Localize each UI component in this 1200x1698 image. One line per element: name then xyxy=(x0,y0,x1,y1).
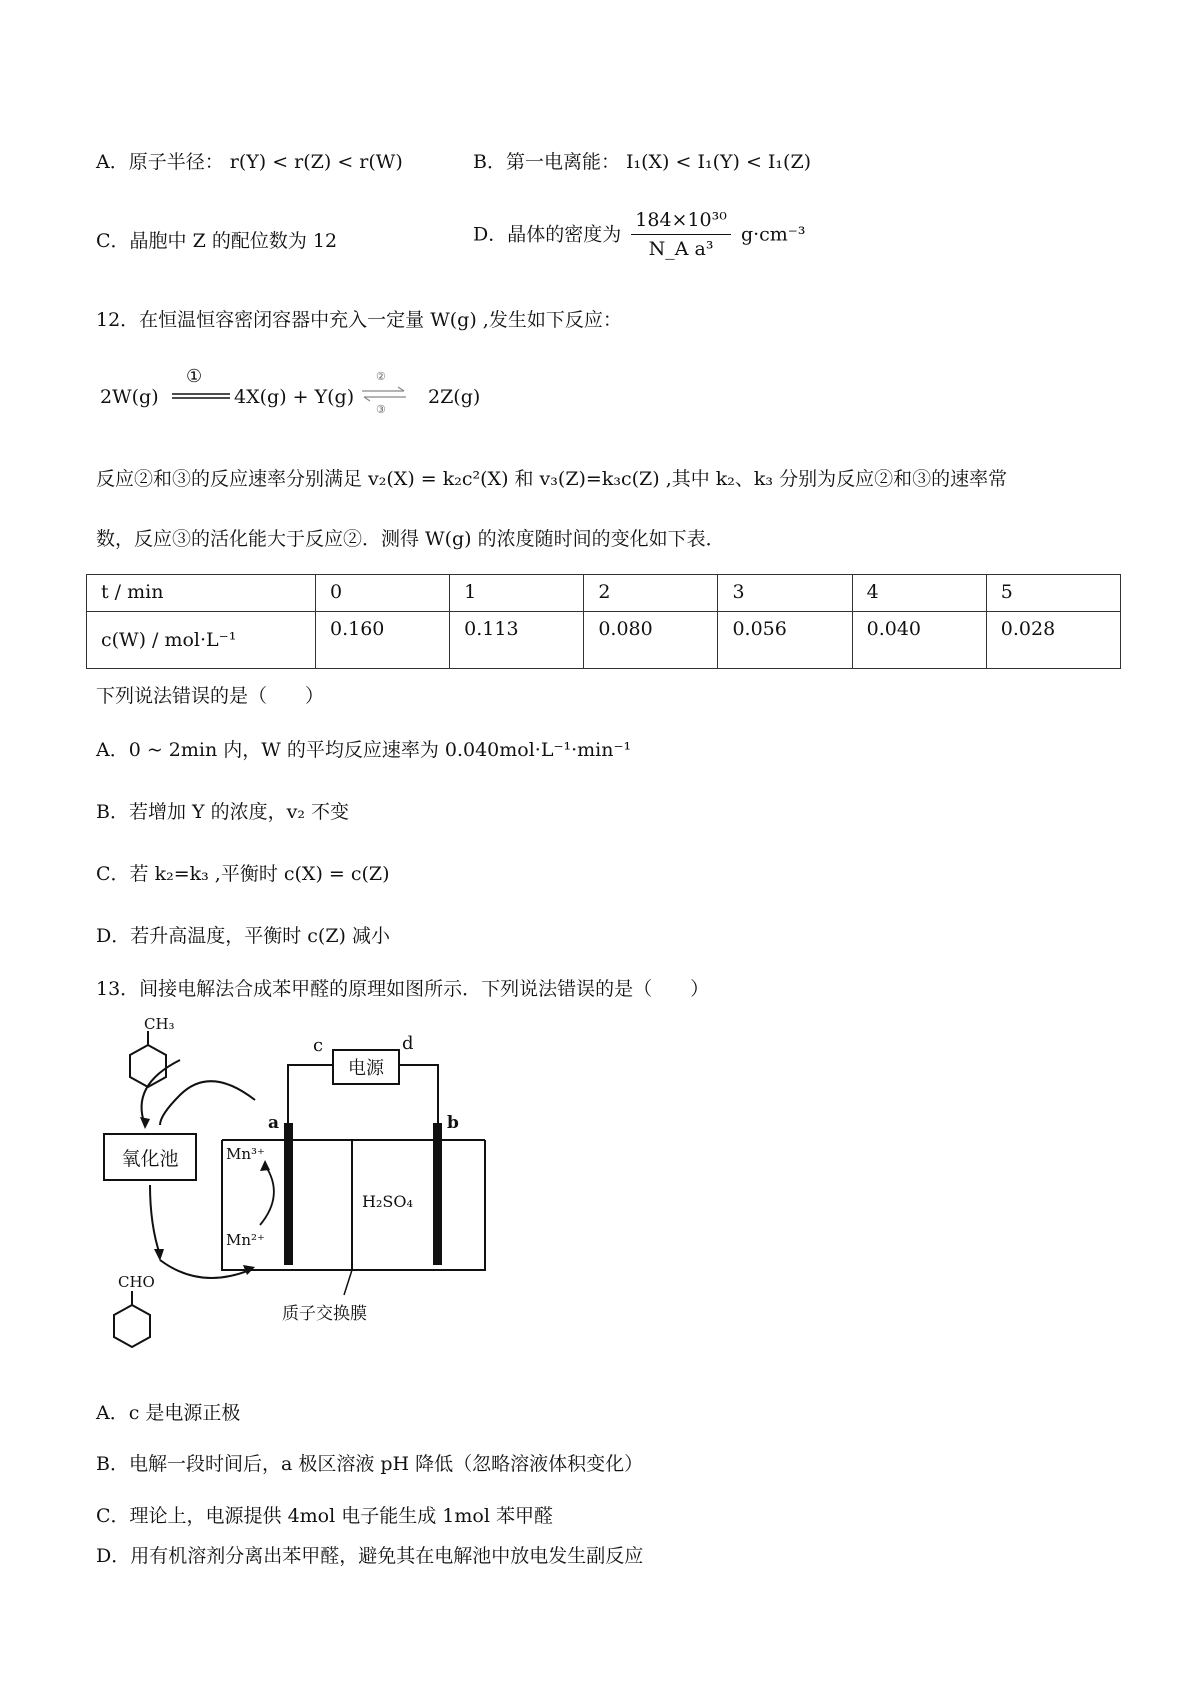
oxidation-pool-box xyxy=(103,1133,197,1181)
q12-desc-line2: 数，反应③的活化能大于反应②．测得 W(g) 的浓度随时间的变化如下表． xyxy=(96,528,725,550)
h2so4-label: H₂SO₄ xyxy=(362,1192,413,1211)
q12-option-a: A．0 ~ 2min 内，W 的平均反应速率为 0.040mol·L⁻¹·min⁻¹ xyxy=(96,739,632,761)
q13-option-c: C．理论上，电源提供 4mol 电子能生成 1mol 苯甲醛 xyxy=(96,1505,553,1527)
table-header-row: t / min 0 1 2 3 4 5 xyxy=(87,575,1121,612)
q12-option-c: C．若 k₂=k₃ ,平衡时 c(X) = c(Z) xyxy=(96,863,390,885)
forward-arrow-icon xyxy=(172,392,230,402)
q12-reaction: 2W(g) ① 4X(g) + Y(g) ② ③ 2Z(g) xyxy=(100,366,481,416)
q12-option-b: B．若增加 Y 的浓度，v₂ 不变 xyxy=(96,801,349,823)
q12-option-d: D．若升高温度，平衡时 c(Z) 减小 xyxy=(96,925,390,947)
q11-option-d: D．晶体的密度为 $\frac{\text{184×10³⁰}}{\text{N\_A a³}}$ g·cm⁻³ xyxy=(473,209,806,260)
density-fraction: $\frac{\text{184×10³⁰}}{\text{N\_A a³}}$ xyxy=(631,210,731,260)
q13-stem: 13．间接电解法合成苯甲醛的原理如图所示．下列说法错误的是（ ） xyxy=(96,978,710,1000)
oxidation-pool-label: 氧化池 xyxy=(121,1147,179,1170)
power-source-box xyxy=(332,1049,400,1085)
electrode-b xyxy=(433,1123,442,1265)
ch3-label: CH₃ xyxy=(144,1015,175,1033)
q12-question: 下列说法错误的是（ ） xyxy=(96,685,325,707)
electrolysis-figure xyxy=(100,1015,540,1375)
cho-label: CHO xyxy=(118,1273,155,1291)
table-row: c(W) / mol·L⁻¹ 0.160 0.113 0.080 0.056 0.040 0.028 xyxy=(87,612,1121,669)
terminal-d-label: d xyxy=(402,1033,414,1054)
mn2-label: Mn²⁺ xyxy=(226,1231,265,1249)
membrane-label: 质子交换膜 xyxy=(282,1304,367,1324)
q11-option-b: B．第一电离能： I₁(X) < I₁(Y) < I₁(Z) xyxy=(473,151,812,173)
power-source-label: 电源 xyxy=(348,1058,384,1079)
terminal-c-label: c xyxy=(313,1035,324,1056)
q11-option-a: A．原子半径： r(Y) < r(Z) < r(W) xyxy=(96,151,403,173)
toluene-ring-icon xyxy=(130,1045,166,1087)
mn3-label: Mn³⁺ xyxy=(226,1145,265,1163)
q13-option-d: D．用有机溶剂分离出苯甲醛，避免其在电解池中放电发生副反应 xyxy=(96,1545,644,1567)
electrode-a xyxy=(284,1123,293,1265)
q13-option-b: B．电解一段时间后，a 极区溶液 pH 降低（忽略溶液体积变化） xyxy=(96,1453,644,1475)
q12-desc-line1: 反应②和③的反应速率分别满足 v₂(X) = k₂c²(X) 和 v₃(Z)=k₃c(Z) ,其中 k₂、k₃ 分别为反应②和③的速率常 xyxy=(96,468,1008,490)
q12-stem: 12．在恒温恒容密闭容器中充入一定量 W(g) ,发生如下反应： xyxy=(96,309,622,331)
q11-option-c: C．晶胞中 Z 的配位数为 12 xyxy=(96,230,338,252)
electrode-a-label: a xyxy=(268,1113,280,1133)
concentration-table xyxy=(86,574,1121,669)
q13-option-a: A．c 是电源正极 xyxy=(96,1402,241,1424)
benzaldehyde-ring-icon xyxy=(114,1305,150,1347)
electrode-b-label: b xyxy=(447,1113,459,1133)
equilibrium-arrow-icon xyxy=(360,384,408,404)
